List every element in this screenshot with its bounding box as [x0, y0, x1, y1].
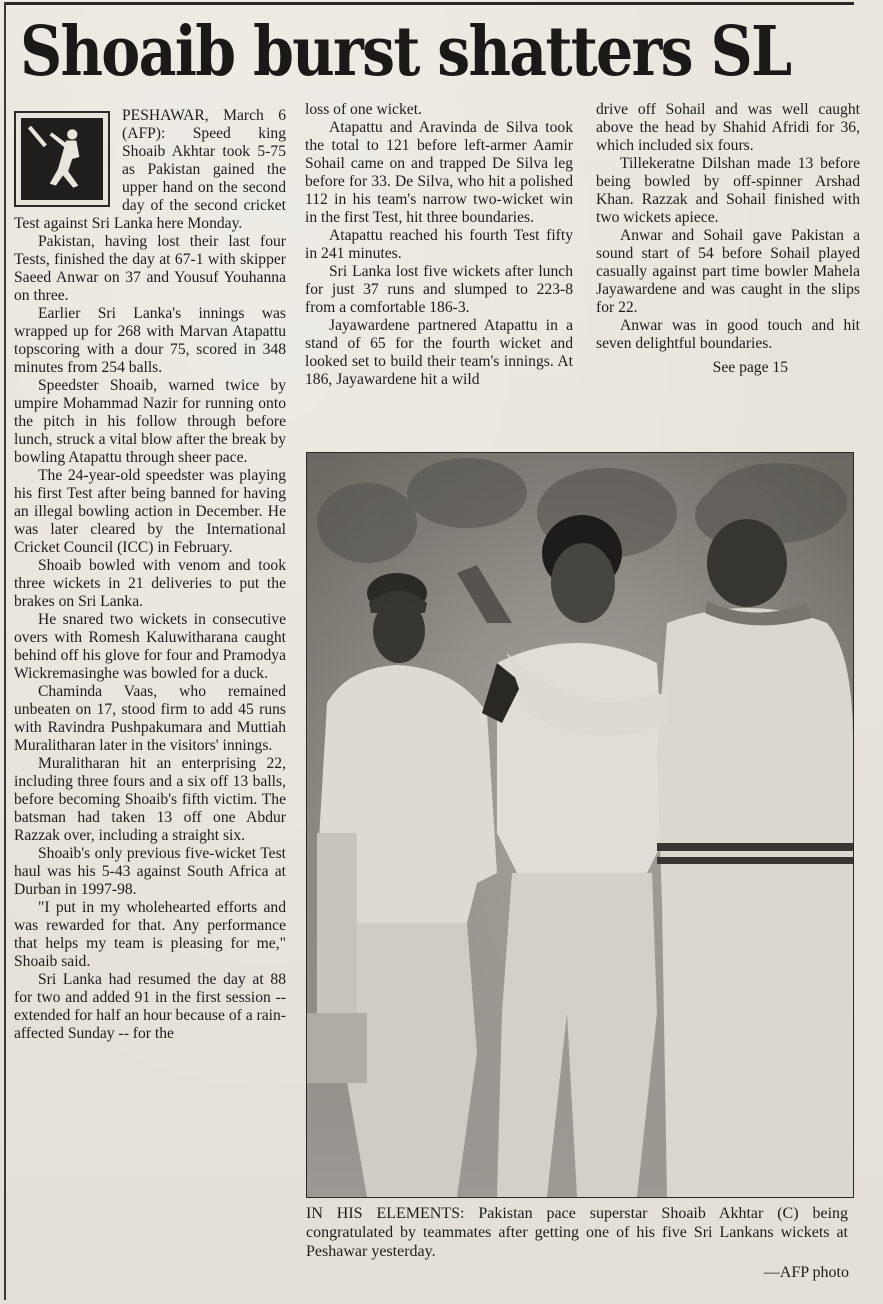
paragraph: PESHAWAR, March 6 (AFP): Speed king Shoaib Akhtar took 5-75 as Pakistan gained the upper hand on the second day of the second cricket Test against Sri Lanka here Monday.	[14, 107, 286, 232]
paragraph: Pakistan, having lost their last four Tests, finished the day at 67-1 with skipper Saeed Anwar on 37 and Yousuf Youhanna on three.	[14, 233, 286, 304]
paragraph: Anwar was in good touch and hit seven delightful boundaries.	[596, 317, 860, 352]
batsman-silhouette-icon	[21, 118, 103, 200]
paragraph: loss of one wicket.	[305, 101, 422, 118]
article-column-3	[596, 101, 860, 441]
paragraph: The 24-year-old speedster was playing his first Test after being banned for having an illegal bowling action in December. He was later cleared by the International Cricket Council (ICC) in February.	[14, 467, 286, 556]
continued-see-page: See page 15	[712, 359, 788, 376]
paragraph: Shoaib's only previous five-wicket Test haul was his 5-43 against South Africa at Durban in 1997-98.	[14, 845, 286, 898]
paragraph: He snared two wickets in consecutive overs with Romesh Kaluwitharana caught behind off his glove for four and Pramodya Wickremasinghe was bowled for a duck.	[14, 611, 286, 682]
caption-label: IN HIS ELEMENTS:	[306, 1205, 465, 1222]
caption-text: Pakistan pace superstar Shoaib Akhtar (C) being congratulated by teammates after getting one of his five Sri Lankans wickets at Peshawar yesterday.	[306, 1205, 849, 1260]
paragraph: Atapattu reached his fourth Test fifty in 241 minutes.	[305, 227, 573, 262]
section-logo	[21, 118, 103, 200]
article-column-1	[14, 107, 286, 1287]
paragraph: Chaminda Vaas, who remained unbeaten on 17, stood firm to add 45 runs with Ravindra Pushpakumara and Muttiah Muralitharan later in the visitors' innings.	[14, 683, 286, 754]
paragraph: Earlier Sri Lanka's innings was wrapped up for 268 with Marvan Atapattu topscoring with a dour 75, scored in 348 minutes from 254 balls.	[14, 305, 286, 376]
paragraph: Sri Lanka had resumed the day at 88 for two and added 91 in the first session -- extended for half an hour because of a rain-affected Sunday -- for the	[14, 971, 286, 1042]
paragraph: Tillekeratne Dilshan made 13 before being bowled by off-spinner Arshad Khan. Razzak and Sohail finished with two wickets apiece.	[596, 155, 860, 226]
article-column-2	[305, 101, 573, 441]
photo-caption	[306, 1204, 848, 1261]
headline: Shoaib burst shatters SL	[20, 12, 791, 92]
paragraph: Speedster Shoaib, warned twice by umpire Mohammad Nazir for running onto the pitch in his follow through before lunch, struck a vital blow after the break by bowling Atapattu through sheer pace.	[14, 377, 286, 466]
paragraph: Muralitharan hit an enterprising 22, including three fours and a six off 13 balls, before becoming Shoaib's fifth victim. The batsman had taken 13 off one Abdur Razzak over, including a straight six.	[14, 755, 286, 844]
paragraph: drive off Sohail and was well caught above the head by Shahid Afridi for 36, which included six fours.	[596, 101, 860, 154]
photo-credit: —AFP photo	[763, 1264, 849, 1281]
news-photo	[306, 452, 854, 1198]
paragraph: Jayawardene partnered Atapattu in a stand of 65 for the fourth wicket and looked set to build their team's innings. At 186, Jayawardene hit a wild	[305, 317, 573, 388]
paragraph: Atapattu and Aravinda de Silva took the total to 121 before left-armer Aamir Sohail came on and trapped De Silva leg before for 33. De Silva, who hit a polished 112 in his team's narrow two-wicket win in the first Test, hit three boundaries.	[305, 119, 573, 226]
paragraph: Sri Lanka lost five wickets after lunch for just 37 runs and slumped to 223-8 from a comfortable 186-3.	[305, 263, 573, 316]
dateline: PESHAWAR, March 6 (AFP):	[122, 107, 286, 142]
paragraph: "I put in my wholehearted efforts and was rewarded for that. Any performance that helps my team is pleasing for me," Shoaib said.	[14, 899, 286, 970]
paragraph: Shoaib bowled with venom and took three wickets in 21 deliveries to put the brakes on Sri Lanka.	[14, 557, 286, 610]
cricketers-photo-image	[307, 453, 853, 1197]
cricket-batsman-icon	[14, 111, 110, 207]
paragraph: Anwar and Sohail gave Pakistan a sound start of 54 before Sohail played casually against part time bowler Mahela Jayawardene and was caught in the slips for 22.	[596, 227, 860, 316]
left-column-rule	[4, 2, 6, 1300]
